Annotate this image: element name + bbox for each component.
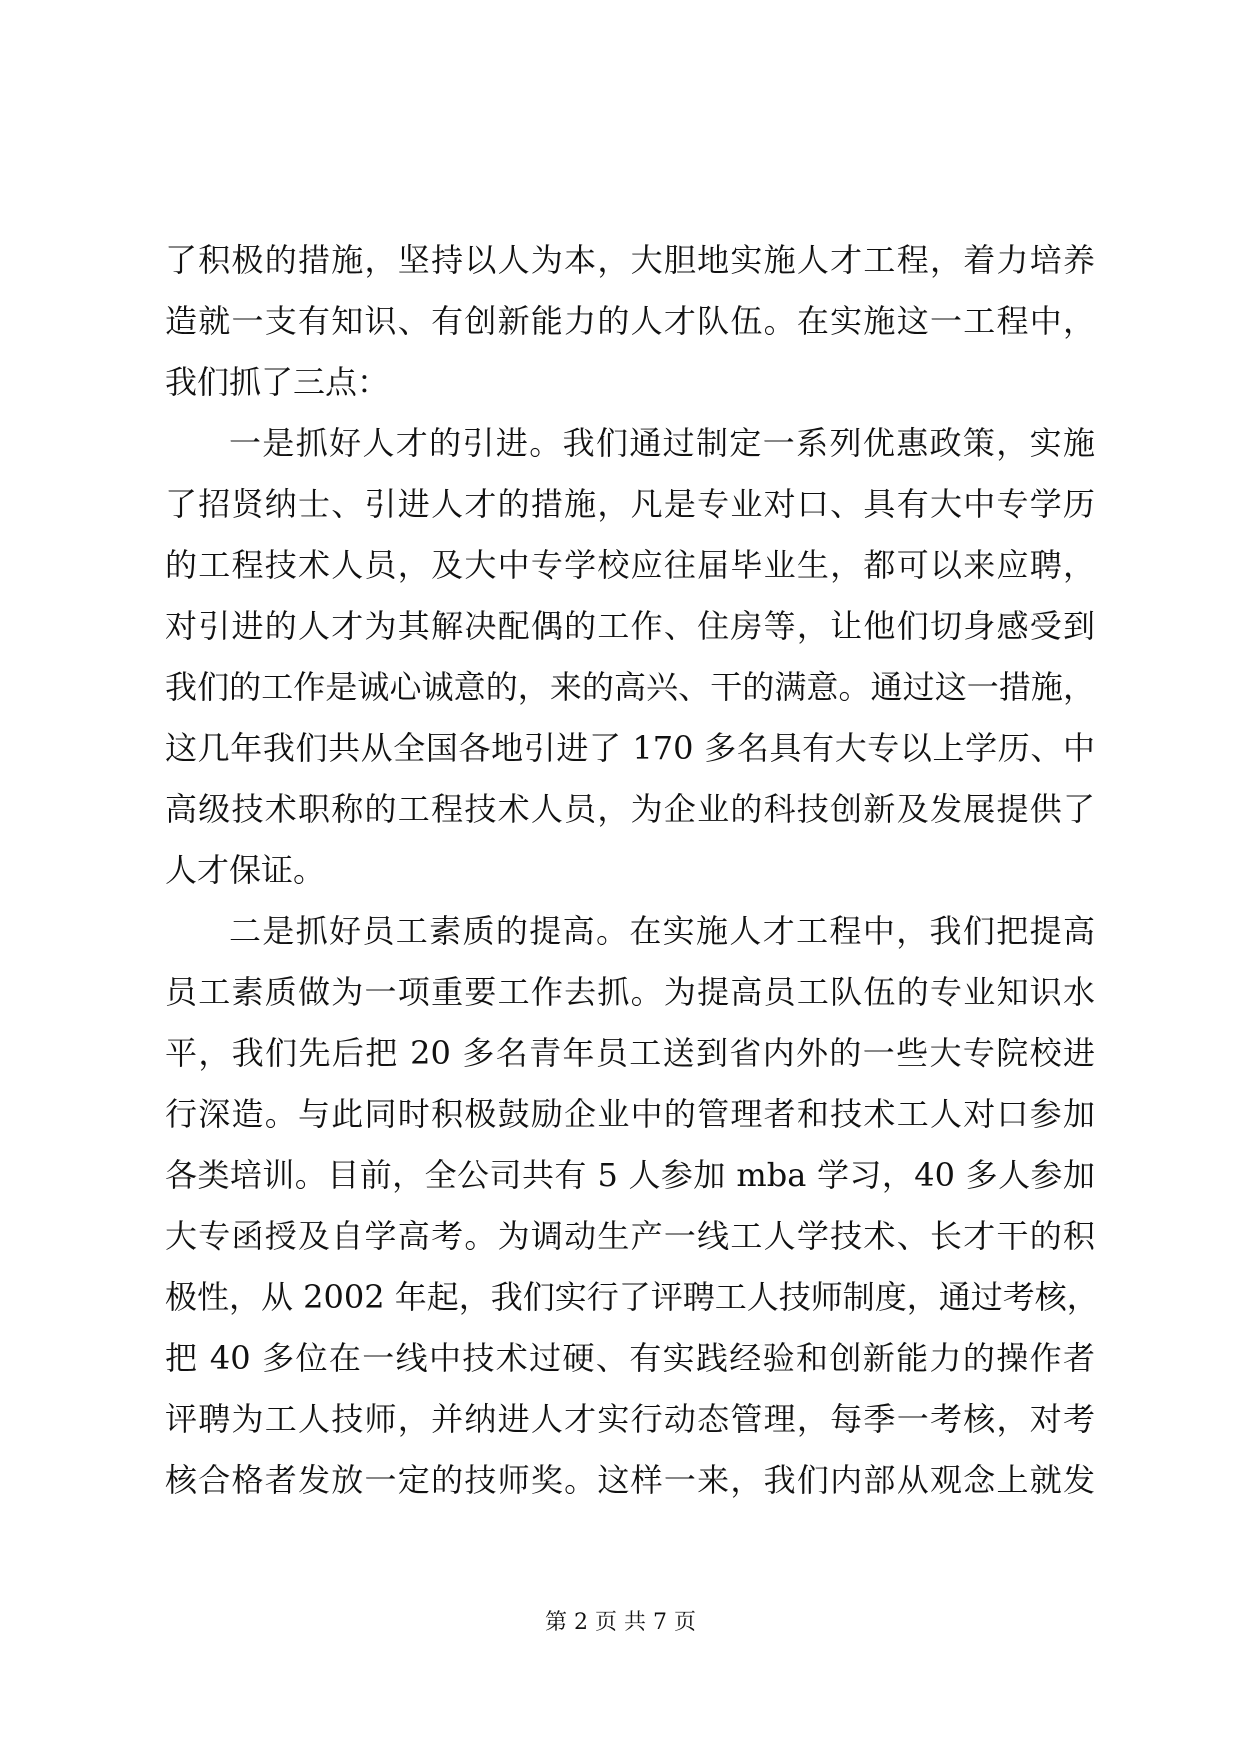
body-text [165, 230, 1099, 1511]
text-line: 人才保证。 [165, 851, 326, 889]
text-line: 大专函授及自学高考。为调动生产一线工人学技术、长才干的积 [165, 1217, 1095, 1255]
paragraph-3 [165, 901, 1099, 1511]
text-line: 评聘为工人技师，并纳进人才实行动态管理，每季一考核，对考 [165, 1400, 1095, 1438]
text-line: 对引进的人才为其解决配偶的工作、住房等，让他们切身感受到 [165, 607, 1095, 645]
text-line: 平，我们先后把 20 多名青年员工送到省内外的一些大专院校进 [165, 1034, 1095, 1072]
text-line: 核合格者发放一定的技师奖。这样一来，我们内部从观念上就发 [165, 1461, 1095, 1499]
text-line: 我们抓了三点： [165, 363, 390, 401]
text-line: 把 40 多位在一线中技术过硬、有实践经验和创新能力的操作者 [165, 1339, 1095, 1377]
paragraph-1 [165, 230, 1095, 413]
paragraph-2 [165, 413, 1095, 901]
text-line: 行深造。与此同时积极鼓励企业中的管理者和技术工人对口参加 [165, 1095, 1095, 1133]
text-line: 的工程技术人员，及大中专学校应往届毕业生，都可以来应聘， [165, 546, 1095, 584]
text-line: 了招贤纳士、引进人才的措施，凡是专业对口、具有大中专学历 [165, 485, 1095, 523]
page-number-footer: 第 2 页 共 7 页 [545, 1610, 696, 1635]
text-line: 各类培训。目前，全公司共有 5 人参加 mba 学习，40 多人参加 [165, 1156, 1095, 1194]
text-line: 我们的工作是诚心诚意的，来的高兴、干的满意。通过这一措施， [165, 668, 1095, 706]
text-line: 员工素质做为一项重要工作去抓。为提高员工队伍的专业知识水 [165, 973, 1095, 1011]
text-line: 这几年我们共从全国各地引进了 170 多名具有大专以上学历、中 [165, 729, 1095, 767]
text-line: 二是抓好员工素质的提高。在实施人才工程中，我们把提高 [229, 912, 1095, 950]
text-line: 造就一支有知识、有创新能力的人才队伍。在实施这一工程中， [165, 302, 1095, 340]
text-line: 高级技术职称的工程技术人员，为企业的科技创新及发展提供了 [165, 790, 1095, 828]
text-line: 极性，从 2002 年起，我们实行了评聘工人技师制度，通过考核， [165, 1278, 1099, 1316]
text-line: 了积极的措施，坚持以人为本，大胆地实施人才工程，着力培养 [165, 241, 1095, 279]
text-line: 一是抓好人才的引进。我们通过制定一系列优惠政策，实施 [229, 424, 1095, 462]
